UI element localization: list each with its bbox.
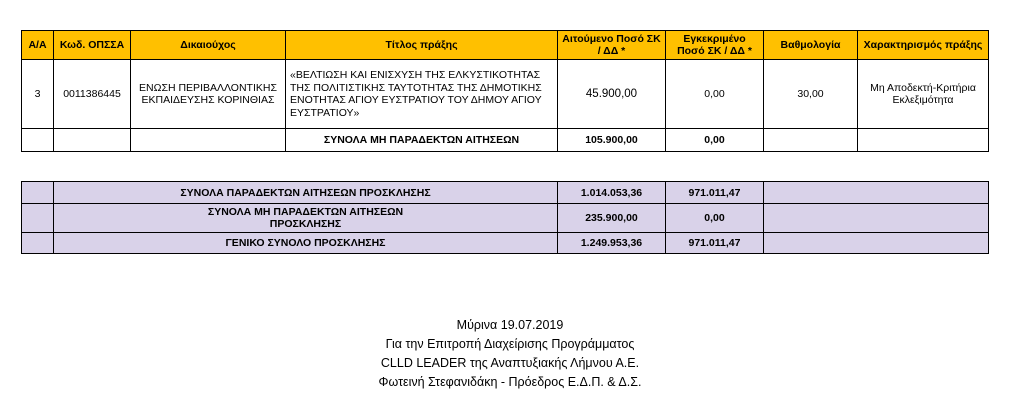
summary-label: ΣΥΝΟΛΑ ΠΑΡΑΔΕΚΤΩΝ ΑΙΤΗΣΕΩΝ ΠΡΟΣΚΛΗΣΗΣ <box>54 182 558 204</box>
summary-row <box>22 204 989 233</box>
cell-requested: 45.900,00 <box>558 60 666 129</box>
header-title: Τίτλος πράξης <box>286 31 558 60</box>
cell-title: «ΒΕΛΤΙΩΣΗ ΚΑΙ ΕΝΙΣΧΥΣΗ ΤΗΣ ΕΛΚΥΣΤΙΚΟΤΗΤΑΣ ΤΗΣ ΠΟΛΙΤΙΣΤΙΚΗΣ ΤΑΥΤΟΤΗΤΑΣ ΤΗΣ ΔΗΜΟΤΙΚΗΣ ΕΝΟΤΗΤΑΣ ΑΓΙΟΥ ΕΥΣΤΡΑΤΙΟΥ ΤΟΥ ΔΗΜΟΥ ΑΓΙΟΥ ΕΥΣΤΡΑΤΙΟΥ» <box>286 60 558 129</box>
header-characterization: Χαρακτηρισμός πράξης <box>858 31 989 60</box>
summary-table <box>21 181 989 254</box>
summary-row <box>22 182 989 204</box>
cell-characterization: Μη Αποδεκτή-Κριτήρια Εκλεξιμότητα <box>858 60 989 129</box>
header-requested: Αιτούμενο Ποσό ΣΚ / ΔΔ * <box>558 31 666 60</box>
summary-label: ΓΕΝΙΚΟ ΣΥΝΟΛΟ ΠΡΟΣΚΛΗΣΗΣ <box>54 233 558 254</box>
summary-label: ΣΥΝΟΛΑ ΜΗ ΠΑΡΑΔΕΚΤΩΝ ΑΙΤΗΣΕΩΝ ΠΡΟΣΚΛΗΣΗΣ <box>54 204 558 233</box>
header-code: Κωδ. ΟΠΣΣΑ <box>54 31 131 60</box>
summary-approved: 971.011,47 <box>666 182 764 204</box>
summary-row <box>22 233 989 254</box>
footer-line: Φωτεινή Στεφανιδάκη - Πρόεδρος Ε.Δ.Π. & Δ.Σ. <box>378 375 642 389</box>
rejected-totals-requested: 105.900,00 <box>558 129 666 152</box>
rejected-applications-table <box>21 30 989 152</box>
cell-aa: 3 <box>22 60 54 129</box>
footer-line: CLLD LEADER της Αναπτυξιακής Λήμνου Α.Ε. <box>380 356 640 370</box>
table-header-row <box>22 31 989 60</box>
header-aa: Α/Α <box>22 31 54 60</box>
cell-code: 0011386445 <box>54 60 131 129</box>
summary-requested: 1.014.053,36 <box>558 182 666 204</box>
place-date: Μύρινα 19.07.2019 <box>456 318 564 332</box>
footer-line: Για την Επιτροπή Διαχείρισης Προγράμματος <box>385 337 635 351</box>
rejected-totals-row <box>22 129 989 152</box>
signature-block <box>0 316 1020 392</box>
cell-beneficiary: ΕΝΩΣΗ ΠΕΡΙΒΑΛΛΟΝΤΙΚΗΣ ΕΚΠΑΙΔΕΥΣΗΣ ΚΟΡΙΝΘΙΑΣ <box>131 60 286 129</box>
table-row <box>22 60 989 129</box>
header-approved: Εγκεκριμένο Ποσό ΣΚ / ΔΔ * <box>666 31 764 60</box>
header-score: Βαθμολογία <box>764 31 858 60</box>
summary-requested: 1.249.953,36 <box>558 233 666 254</box>
cell-approved: 0,00 <box>666 60 764 129</box>
rejected-totals-label: ΣΥΝΟΛΑ ΜΗ ΠΑΡΑΔΕΚΤΩΝ ΑΙΤΗΣΕΩΝ <box>286 129 558 152</box>
rejected-totals-approved: 0,00 <box>666 129 764 152</box>
summary-approved: 971.011,47 <box>666 233 764 254</box>
summary-approved: 0,00 <box>666 204 764 233</box>
header-beneficiary: Δικαιούχος <box>131 31 286 60</box>
cell-score: 30,00 <box>764 60 858 129</box>
summary-requested: 235.900,00 <box>558 204 666 233</box>
